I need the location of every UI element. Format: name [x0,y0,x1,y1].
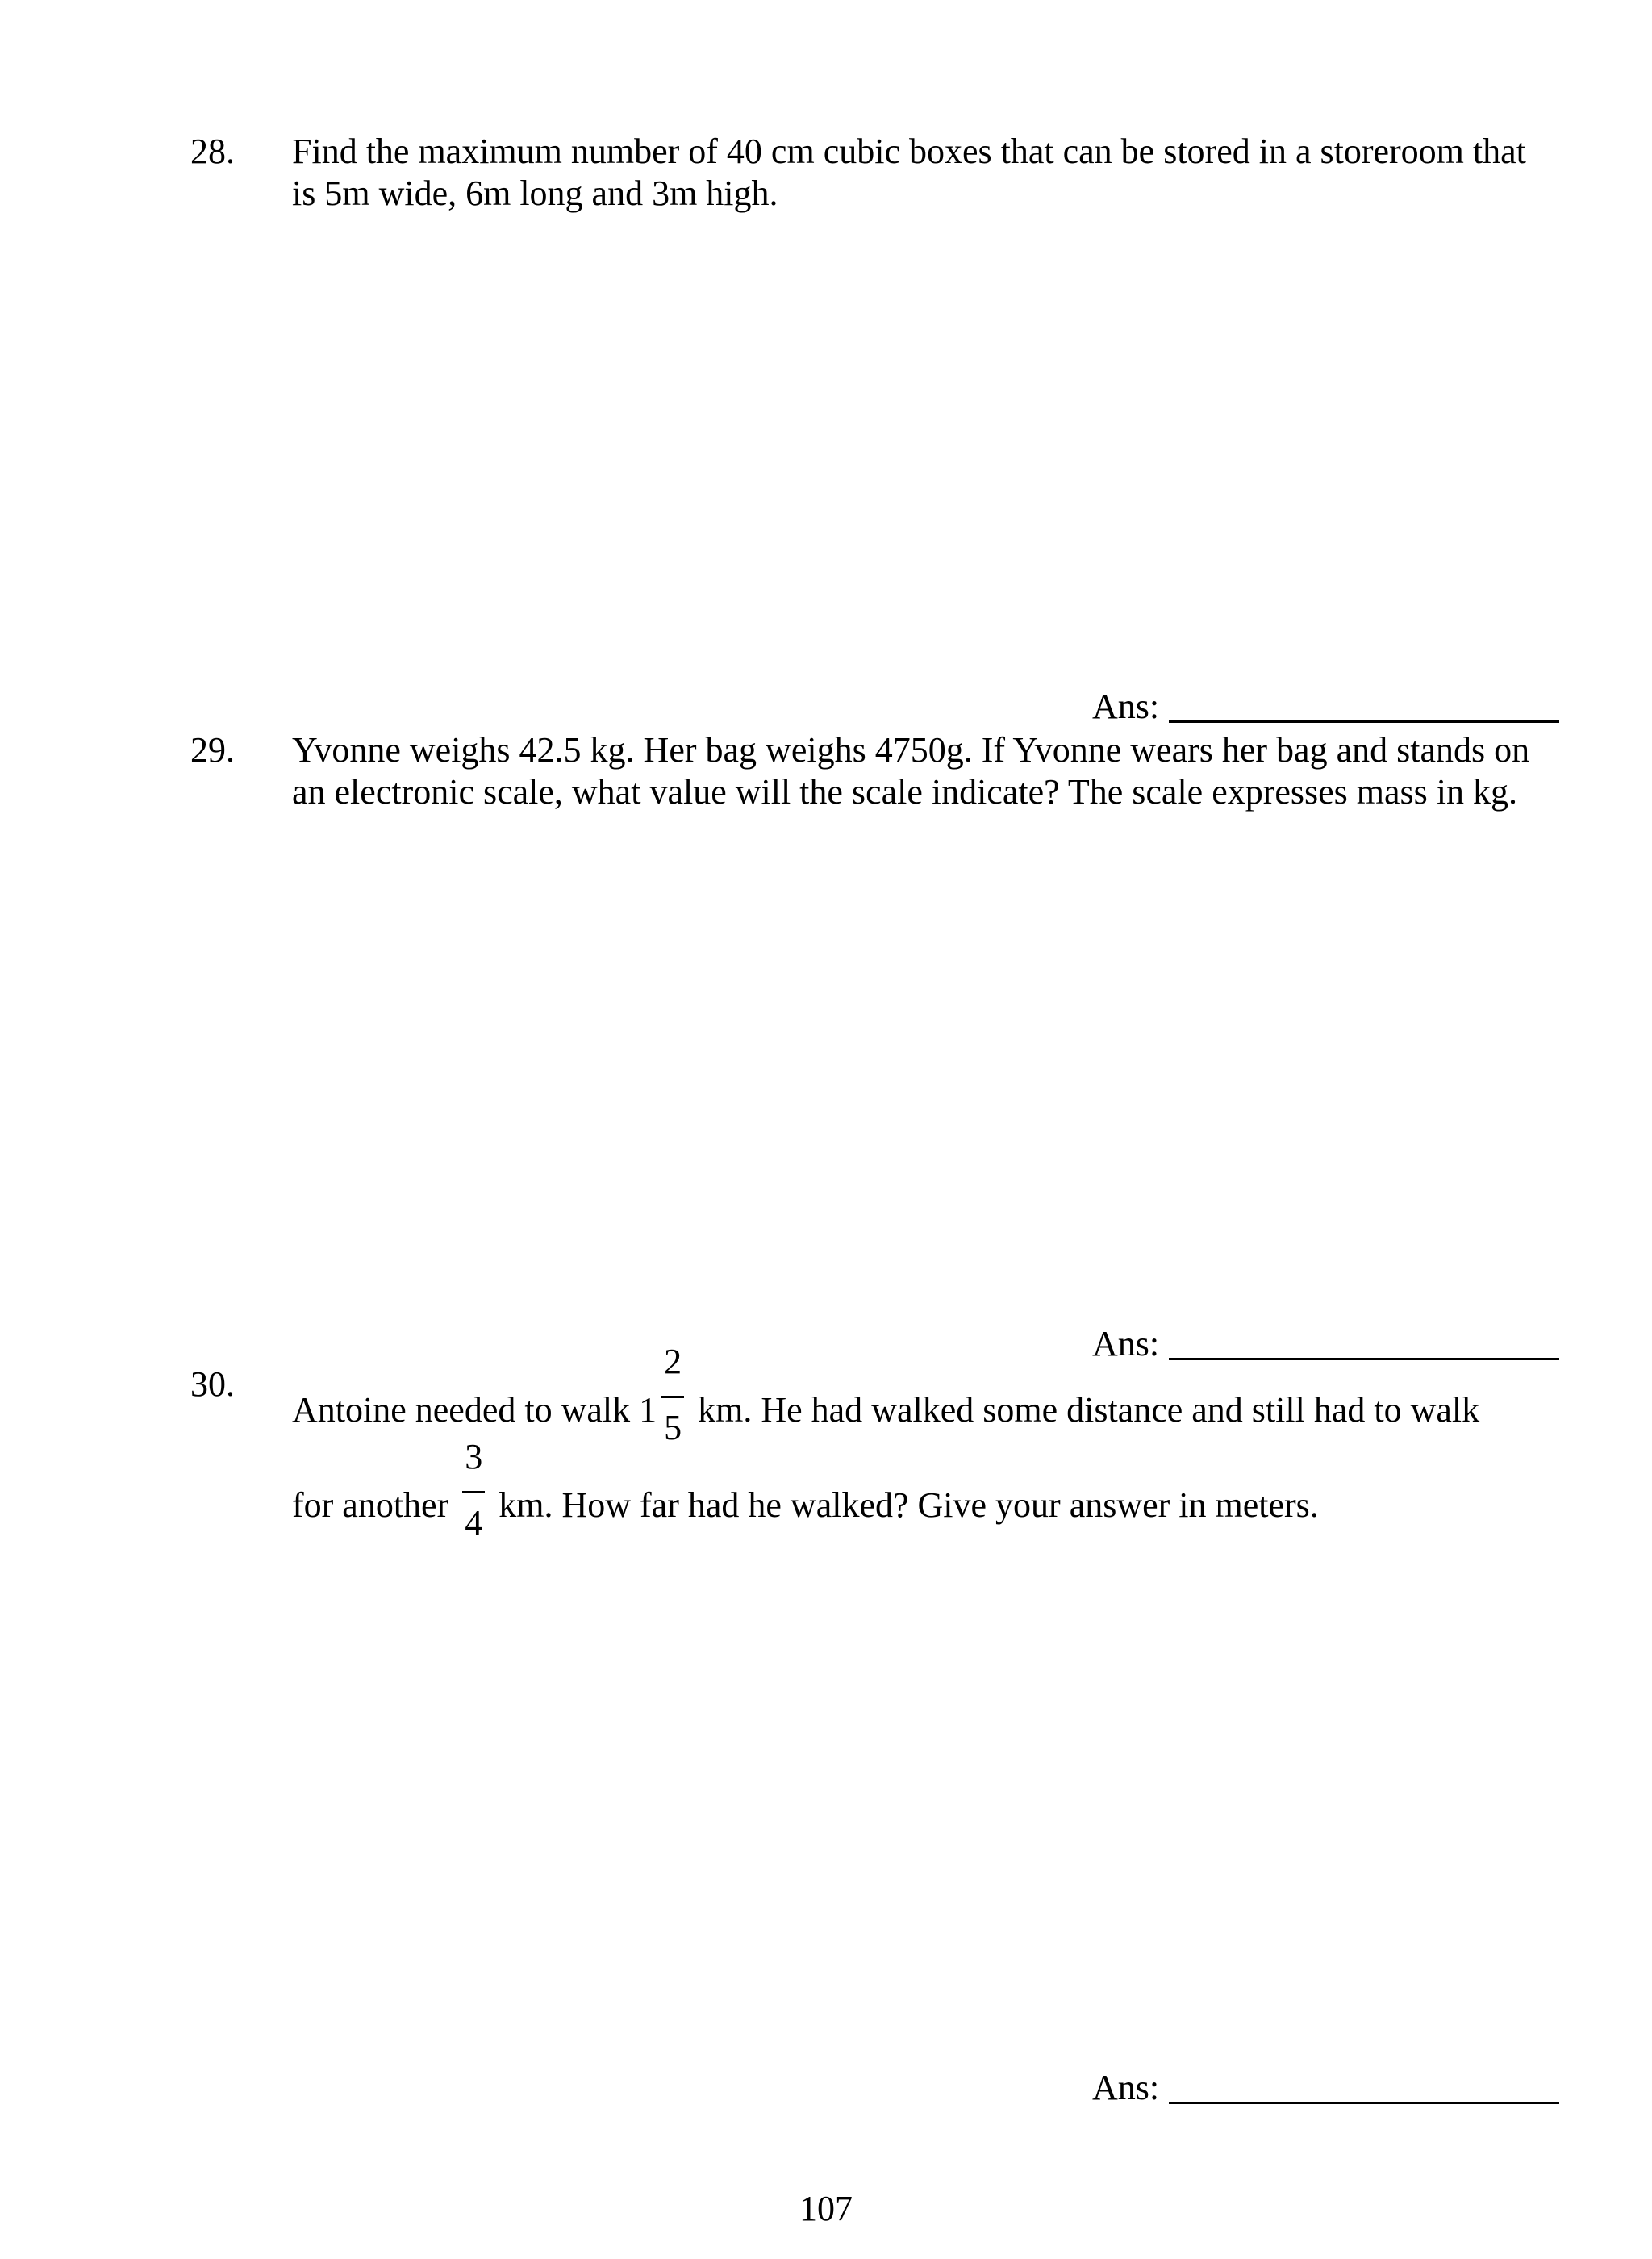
fraction-bar [462,1491,485,1493]
fraction-numerator: 2 [664,1342,682,1381]
fraction-numerator: 3 [465,1437,483,1476]
page-number: 107 [799,2189,853,2228]
question-30-number: 30. [190,1364,235,1404]
answer-label: Ans: [1092,1324,1160,1363]
question-28-number: 28. [190,132,235,171]
answer-label: Ans: [1092,687,1160,726]
fraction-denominator: 4 [465,1503,483,1543]
fraction-three-quarters [457,1437,490,1543]
fraction-bar [661,1396,684,1398]
question-28-answer [1092,686,1559,728]
answer-label: Ans: [1092,2068,1160,2107]
question-30-answer [1092,2067,1559,2109]
answer-blank-line[interactable] [1169,720,1559,723]
question-30-line-2-end: km. How far had he walked? Give your answer in meters. [490,1485,1319,1525]
question-30-line-1-end: km. He had walked some distance and still had to walk [689,1390,1480,1430]
question-30-line-2-start: for another [292,1485,458,1525]
fraction-two-fifths [657,1342,689,1447]
question-30-line-1-start: Antoine needed to walk 1 [292,1390,657,1430]
fraction-denominator: 5 [664,1408,682,1447]
answer-blank-line[interactable] [1169,1358,1559,1360]
question-28-text: Find the maximum number of 40 cm cubic boxes that can be stored in a storeroom that is 5m wide, 6m long and 3m high. [292,132,1526,213]
question-29-answer [1092,1323,1559,1365]
question-29-text: Yvonne weighs 42.5 kg. Her bag weighs 4750g. If Yvonne wears her bag and stands on an electronic scale, what value will the scale indicate? The scale expresses mass in kg. [292,730,1530,812]
answer-blank-line[interactable] [1169,2102,1559,2104]
question-30-line-2 [292,1437,1319,1543]
question-29-number: 29. [190,730,235,770]
